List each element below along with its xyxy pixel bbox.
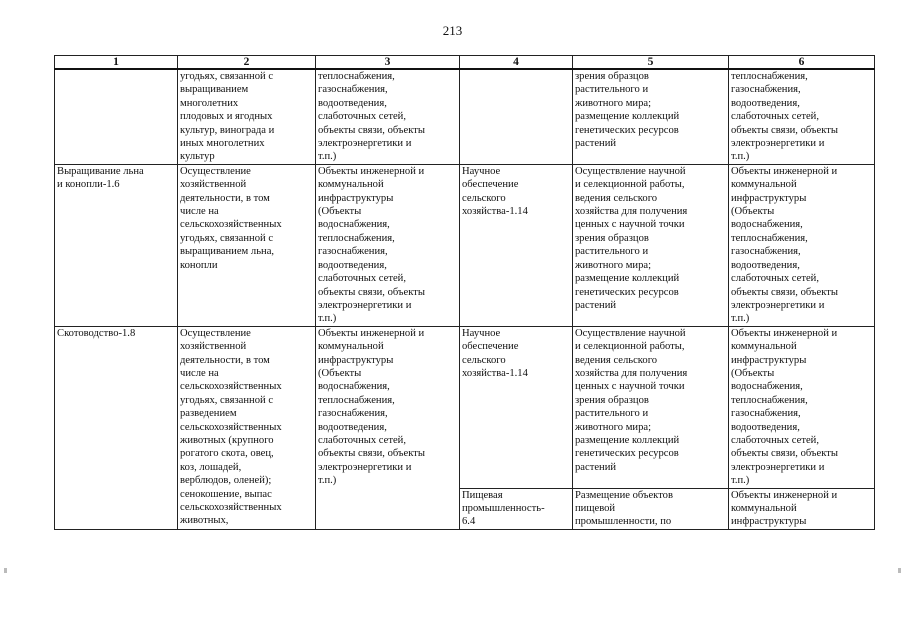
land-use-table — [54, 55, 875, 530]
column-header-3: 3 — [316, 56, 460, 70]
food-row-conditional-use: Пищевая промышленность- 6.4 — [460, 488, 573, 529]
cattle-row-conditional-use: Научное обеспечение сельского хозяйства-1.14 — [460, 326, 573, 488]
column-header-6: 6 — [729, 56, 875, 70]
flax-row-description: Осуществление хозяйственной деятельности, в том числе на сельскохозяйственных угодьях, связанной с выращиванием льна, конопли — [178, 164, 316, 326]
table-row-flax — [55, 164, 875, 326]
cattle-row-conditional-facilities: Объекты инженерной и коммунальной инфраструктуры (Объекты водоснабжения, теплоснабжения, газоснабжения, водоотведения, слаботочных сетей, объекты связи, объекты электроэнергетики и т.п.) — [729, 326, 875, 488]
flax-row-conditional-description: Осуществление научной и селекционной работы, ведения сельского хозяйства для получения ценных с научной точки зрения образцов растительного и животного мира; размещение коллекций генетических ресурсов растений — [573, 164, 729, 326]
continued-row-conditional-description: зрения образцов растительного и животного мира; размещение коллекций генетических ресурсов растений — [573, 69, 729, 164]
table-header-row — [55, 56, 875, 70]
scan-edge-mark — [4, 568, 7, 573]
continued-row-conditional-use — [460, 69, 573, 164]
page-number: 213 — [442, 23, 463, 38]
column-header-5: 5 — [573, 56, 729, 70]
column-header-2: 2 — [178, 56, 316, 70]
column-header-1: 1 — [55, 56, 178, 70]
flax-row-facilities: Объекты инженерной и коммунальной инфраструктуры (Объекты водоснабжения, теплоснабжения, газоснабжения, водоотведения, слаботочных сетей, объекты связи, объекты электроэнергетики и т.п.) — [316, 164, 460, 326]
continued-row-use-name — [55, 69, 178, 164]
food-row-conditional-facilities: Объекты инженерной и коммунальной инфраструктуры — [729, 488, 875, 529]
table-row-cattle — [55, 326, 875, 488]
continued-row-conditional-facilities: теплоснабжения, газоснабжения, водоотведения, слаботочных сетей, объекты связи, объекты электроэнергетики и т.п.) — [729, 69, 875, 164]
cattle-row-use-name: Скотоводство-1.8 — [55, 326, 178, 529]
food-row-conditional-description: Размещение объектов пищевой промышленности, по — [573, 488, 729, 529]
flax-row-conditional-facilities: Объекты инженерной и коммунальной инфраструктуры (Объекты водоснабжения, теплоснабжения, газоснабжения, водоотведения, слаботочных сетей, объекты связи, объекты электроэнергетики и т.п.) — [729, 164, 875, 326]
flax-row-conditional-use: Научное обеспечение сельского хозяйства-1.14 — [460, 164, 573, 326]
continued-row-description: угодьях, связанной с выращиванием многолетних плодовых и ягодных культур, винограда и иных многолетних культур — [178, 69, 316, 164]
column-header-4: 4 — [460, 56, 573, 70]
cattle-row-description: Осуществление хозяйственной деятельности, в том числе на сельскохозяйственных угодьях, связанной с разведением сельскохозяйственных животных (крупного рогатого скота, овец, коз, лошадей, верблюдов, оленей); сенокошение, выпас сельскохозяйственных животных, — [178, 326, 316, 529]
scan-edge-mark — [898, 568, 901, 573]
flax-row-use-name: Выращивание льна и конопли-1.6 — [55, 164, 178, 326]
continued-row-facilities: теплоснабжения, газоснабжения, водоотведения, слаботочных сетей, объекты связи, объекты электроэнергетики и т.п.) — [316, 69, 460, 164]
cattle-row-facilities: Объекты инженерной и коммунальной инфраструктуры (Объекты водоснабжения, теплоснабжения, газоснабжения, водоотведения, слаботочных сетей, объекты связи, объекты электроэнергетики и т.п.) — [316, 326, 460, 529]
cattle-row-conditional-description: Осуществление научной и селекционной работы, ведения сельского хозяйства для получения ценных с научной точки зрения образцов растительного и животного мира; размещение коллекций генетических ресурсов растений — [573, 326, 729, 488]
table-row-continued — [55, 69, 875, 164]
